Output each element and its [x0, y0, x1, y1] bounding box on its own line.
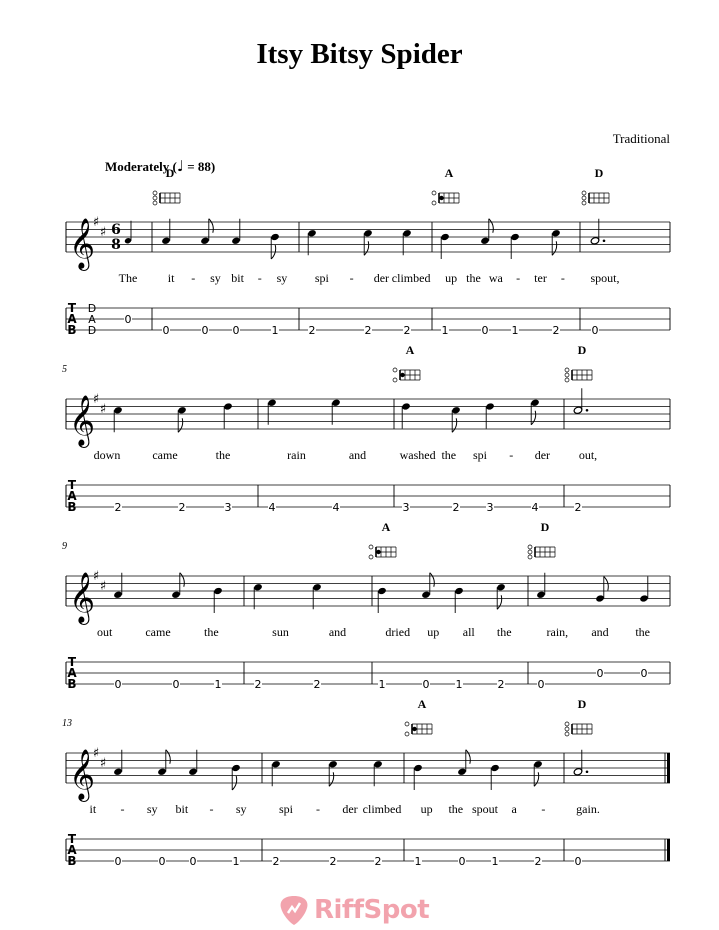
note-head [457, 768, 467, 776]
tab-fret-number: 3 [486, 501, 494, 514]
treble-clef: 𝄞 [69, 749, 96, 800]
note-head [312, 583, 322, 591]
chord-open-string [369, 555, 373, 559]
note-head [480, 237, 490, 245]
treble-clef: 𝄞 [69, 218, 96, 269]
tab-clef-letter: T [67, 301, 77, 315]
song-title: Itsy Bitsy Spider [256, 38, 463, 70]
tab-clef-letter: T [67, 832, 77, 846]
tab-fret-number: 1 [511, 324, 519, 337]
chord-open-string [582, 201, 586, 205]
tab-clef-letter: A [67, 666, 77, 680]
tab-clef-letter: B [67, 323, 77, 337]
chord-open-string [582, 191, 586, 195]
tempo-close-paren: ) [210, 159, 216, 174]
note-head [253, 583, 263, 591]
lyric-syllable: the [496, 625, 512, 639]
tab-clef-letter: A [67, 843, 77, 857]
composer-credit: Traditional [612, 131, 670, 146]
riffspot-logo [278, 893, 448, 927]
note-flag [552, 241, 557, 255]
tab-fret-number: 2 [364, 324, 372, 337]
lyric-syllable: came [152, 448, 178, 462]
tab-fret-number: 2 [452, 501, 460, 514]
note-head [113, 591, 123, 599]
tab-fret-number: 0 [124, 313, 132, 326]
chord-open-string [405, 732, 409, 736]
note-head [270, 233, 280, 241]
note-flag [430, 573, 435, 587]
note-head [510, 233, 520, 241]
lyric-syllable: spout, [590, 271, 620, 285]
tab-fret-number: 0 [640, 667, 648, 680]
note-flag [166, 750, 171, 764]
tab-fret-number: 2 [272, 855, 280, 868]
chord-finger-dot [376, 550, 380, 554]
note-head [490, 764, 500, 772]
note-head [440, 233, 450, 241]
tab-fret-number: 0 [537, 678, 545, 691]
chord-open-string [153, 191, 157, 195]
note-head [231, 237, 241, 245]
tab-fret-number: 2 [552, 324, 560, 337]
note-head [454, 587, 464, 595]
final-barline-thick [667, 753, 670, 783]
chord-open-string [565, 378, 569, 382]
tab-fret-number: 0 [114, 678, 122, 691]
note-head [530, 399, 540, 407]
chord-symbol: D [577, 343, 587, 357]
note-head [267, 399, 277, 407]
lyric-syllable: bit [175, 802, 189, 816]
tab-fret-number: 4 [332, 501, 340, 514]
lyric-syllable: washed [399, 448, 436, 462]
lyric-syllable: up [427, 625, 440, 639]
lyric-syllable: der [534, 448, 551, 462]
tab-fret-number: 1 [491, 855, 499, 868]
chord-open-string [153, 201, 157, 205]
lyric-syllable: came [145, 625, 171, 639]
note-head [533, 760, 543, 768]
lyric-syllable: a [511, 802, 517, 816]
dotted-half-note-head [573, 406, 583, 414]
note-head [307, 229, 317, 237]
lyric-syllable: - [516, 271, 521, 285]
lyric-syllable: The [118, 271, 138, 285]
tab-fret-number: 3 [402, 501, 410, 514]
tab-fret-number: 0 [232, 324, 240, 337]
tab-clef-letter: T [67, 655, 77, 669]
time-signature-bottom: 8 [111, 237, 121, 253]
tab-fret-number: 2 [114, 501, 122, 514]
note-head [421, 591, 431, 599]
note-head [200, 237, 210, 245]
tab-fret-number: 2 [403, 324, 411, 337]
key-sharp-c: ♯ [99, 579, 107, 594]
tab-fret-number: 4 [268, 501, 276, 514]
note-flag [364, 241, 369, 255]
chord-diagram [405, 722, 432, 736]
note-head [639, 594, 649, 602]
note-head [401, 402, 411, 410]
note-head [177, 406, 187, 414]
tab-fret-number: 2 [534, 855, 542, 868]
lyric-syllable: it [89, 802, 97, 816]
lyric-syllable: sy [235, 802, 247, 816]
note-head [451, 406, 461, 414]
tab-clef-letter: A [67, 489, 77, 503]
chord-finger-dot [400, 373, 404, 377]
tab-fret-number: 0 [172, 678, 180, 691]
dotted-half-note-head [590, 237, 600, 245]
tab-fret-number: 2 [254, 678, 262, 691]
chord-symbol: D [540, 520, 550, 534]
chord-symbol: D [594, 166, 604, 180]
tab-tuning-note: D [87, 324, 97, 337]
tab-fret-number: 0 [481, 324, 489, 337]
key-sharp-f: ♯ [92, 746, 100, 761]
chord-symbol: A [444, 166, 454, 180]
measure-number: 13 [62, 718, 72, 729]
lyric-syllable: - [120, 802, 125, 816]
tab-clef-letter: B [67, 677, 77, 691]
guitar-pick-icon [278, 893, 310, 927]
lyric-syllable: up [420, 802, 433, 816]
chord-symbol: A [405, 343, 415, 357]
chord-symbol: A [381, 520, 391, 534]
lyric-syllable: spout [471, 802, 499, 816]
tab-clef-letter: B [67, 854, 77, 868]
note-flag [531, 411, 536, 425]
note-head [157, 768, 167, 776]
lyric-syllable: and [591, 625, 609, 639]
chord-open-string [565, 727, 569, 731]
lyric-syllable: and [328, 625, 347, 639]
note-head [223, 402, 233, 410]
chord-open-string [432, 191, 436, 195]
lyric-syllable: rain, [546, 625, 569, 639]
note-head [213, 587, 223, 595]
tab-fret-number: 0 [162, 324, 170, 337]
lyric-syllable: spi [278, 802, 294, 816]
note-head [373, 760, 383, 768]
tab-fret-number: 2 [313, 678, 321, 691]
lyric-syllable: spi [472, 448, 488, 462]
note-flag [534, 772, 539, 786]
lyric-syllable: der [373, 271, 390, 285]
chord-diagram [528, 545, 555, 559]
note-flag [180, 573, 185, 587]
lyric-syllable: gain. [576, 802, 600, 816]
lyric-syllable: the [203, 625, 219, 639]
chord-open-string [582, 196, 586, 200]
quarter-note-icon: ♩ [176, 157, 184, 175]
tab-clef-letter: T [67, 478, 77, 492]
lyric-syllable: down [93, 448, 121, 462]
note-head [413, 764, 423, 772]
tempo-bpm: = 88 [187, 159, 211, 174]
chord-open-string [369, 545, 373, 549]
lyric-syllable: the [215, 448, 231, 462]
treble-clef: 𝄞 [69, 395, 96, 446]
chord-diagram [393, 368, 420, 382]
lyric-syllable: climbed [362, 802, 402, 816]
note-head [271, 760, 281, 768]
chord-open-string [528, 555, 532, 559]
lyric-syllable: - [316, 802, 320, 816]
chord-diagram [432, 191, 459, 205]
note-dot [586, 770, 589, 773]
chord-diagram [565, 722, 592, 736]
measure-number: 9 [62, 541, 67, 552]
tab-fret-number: 1 [441, 324, 449, 337]
tab-fret-number: 1 [214, 678, 222, 691]
note-dot [603, 239, 606, 242]
note-head [328, 760, 338, 768]
chord-diagram [153, 191, 180, 205]
lyric-syllable: the [635, 625, 651, 639]
lyric-syllable: sun [272, 625, 289, 639]
tab-clef-letter: A [67, 312, 77, 326]
brand-name: RiffSpot [314, 895, 430, 925]
chord-finger-dot [412, 727, 416, 731]
lyric-syllable: sy [210, 271, 221, 285]
final-tab-barline-thick [667, 839, 670, 861]
lyric-syllable: - [541, 802, 546, 816]
lyric-syllable: ter [534, 271, 547, 285]
note-head [231, 764, 241, 772]
key-sharp-c: ♯ [99, 756, 107, 771]
lyric-syllable: up [445, 271, 458, 285]
tab-fret-number: 0 [596, 667, 604, 680]
chord-open-string [528, 550, 532, 554]
chord-open-string [565, 368, 569, 372]
tab-fret-number: 0 [114, 855, 122, 868]
tab-fret-number: 0 [574, 855, 582, 868]
treble-clef: 𝄞 [69, 572, 96, 623]
tab-fret-number: 0 [201, 324, 209, 337]
measure-number: 5 [62, 364, 67, 375]
note-head [188, 768, 198, 776]
chord-diagram [369, 545, 396, 559]
lyric-syllable: all [462, 625, 475, 639]
note-flag [209, 219, 214, 233]
note-flag [178, 418, 183, 432]
note-head [363, 229, 373, 237]
tab-tuning-note: D [87, 302, 97, 315]
tab-fret-number: 2 [497, 678, 505, 691]
note-head [485, 402, 495, 410]
lyric-syllable: rain [287, 448, 306, 462]
lyric-syllable: sy [146, 802, 158, 816]
lyric-syllable: the [466, 271, 481, 285]
lyric-syllable: - [349, 271, 354, 285]
lyric-syllable: der [342, 802, 358, 816]
lyric-syllable: dried [385, 625, 411, 639]
lyric-syllable: out [96, 625, 113, 639]
lyric-syllable: - [560, 271, 565, 285]
note-head [595, 594, 605, 602]
note-head [536, 591, 546, 599]
lyric-syllable: spi [314, 271, 329, 285]
tab-fret-number: 1 [378, 678, 386, 691]
chord-open-string [405, 722, 409, 726]
lyric-syllable: - [509, 448, 514, 462]
lyric-syllable: - [257, 271, 262, 285]
key-sharp-f: ♯ [92, 215, 100, 230]
note-head [496, 583, 506, 591]
chord-open-string [565, 732, 569, 736]
tab-fret-number: 2 [178, 501, 186, 514]
key-sharp-f: ♯ [92, 569, 100, 584]
tab-fret-number: 2 [308, 324, 316, 337]
chord-finger-dot [439, 196, 443, 200]
chord-open-string [528, 545, 532, 549]
tab-fret-number: 0 [458, 855, 466, 868]
lyric-syllable: the [441, 448, 457, 462]
key-sharp-c: ♯ [99, 402, 107, 417]
time-signature-top: 6 [111, 222, 121, 238]
note-head [551, 229, 561, 237]
note-flag [329, 772, 334, 786]
note-flag [497, 595, 502, 609]
note-dot [586, 409, 589, 412]
lyric-syllable: it [167, 271, 175, 285]
key-sharp-f: ♯ [92, 392, 100, 407]
lyric-syllable: the [448, 802, 464, 816]
note-head [377, 587, 387, 595]
chord-diagram [582, 191, 609, 205]
lyric-syllable: - [209, 802, 214, 816]
tab-fret-number: 2 [574, 501, 582, 514]
lyric-syllable: - [191, 271, 196, 285]
key-sharp-c: ♯ [99, 225, 107, 240]
chord-symbol: A [417, 697, 427, 711]
tab-fret-number: 2 [329, 855, 337, 868]
lyric-syllable: and [348, 448, 367, 462]
tab-fret-number: 3 [224, 501, 232, 514]
tab-clef-letter: B [67, 500, 77, 514]
chord-diagram [565, 368, 592, 382]
chord-open-string [393, 368, 397, 372]
chord-symbol: D [165, 166, 175, 180]
chord-open-string [153, 196, 157, 200]
tab-fret-number: 1 [414, 855, 422, 868]
tab-tuning-note: A [88, 313, 96, 326]
tab-fret-number: 1 [232, 855, 240, 868]
chord-open-string [565, 722, 569, 726]
chord-open-string [393, 378, 397, 382]
chord-open-string [432, 201, 436, 205]
tab-fret-number: 1 [271, 324, 279, 337]
lyric-syllable: climbed [391, 271, 431, 285]
lyric-syllable: wa [488, 271, 503, 285]
lyric-syllable: bit [231, 271, 244, 285]
note-head [171, 591, 181, 599]
note-head [113, 768, 123, 776]
tab-fret-number: 2 [374, 855, 382, 868]
note-head [113, 406, 123, 414]
note-flag [489, 219, 494, 233]
note-head [402, 229, 412, 237]
note-flag [466, 750, 471, 764]
tab-fret-number: 1 [455, 678, 463, 691]
tab-fret-number: 4 [531, 501, 539, 514]
chord-symbol: D [577, 697, 587, 711]
lyric-syllable: sy [276, 271, 288, 285]
tab-fret-number: 0 [189, 855, 197, 868]
dotted-half-note-head [573, 768, 583, 776]
note-head [331, 399, 341, 407]
tab-fret-number: 0 [158, 855, 166, 868]
lyric-syllable: out, [578, 448, 598, 462]
note-flag [452, 418, 457, 432]
tempo-text: Moderately [105, 159, 170, 174]
tempo-open-paren: ( [172, 159, 177, 174]
note-head [161, 237, 171, 245]
chord-open-string [565, 373, 569, 377]
tab-fret-number: 0 [422, 678, 430, 691]
tab-fret-number: 0 [591, 324, 599, 337]
